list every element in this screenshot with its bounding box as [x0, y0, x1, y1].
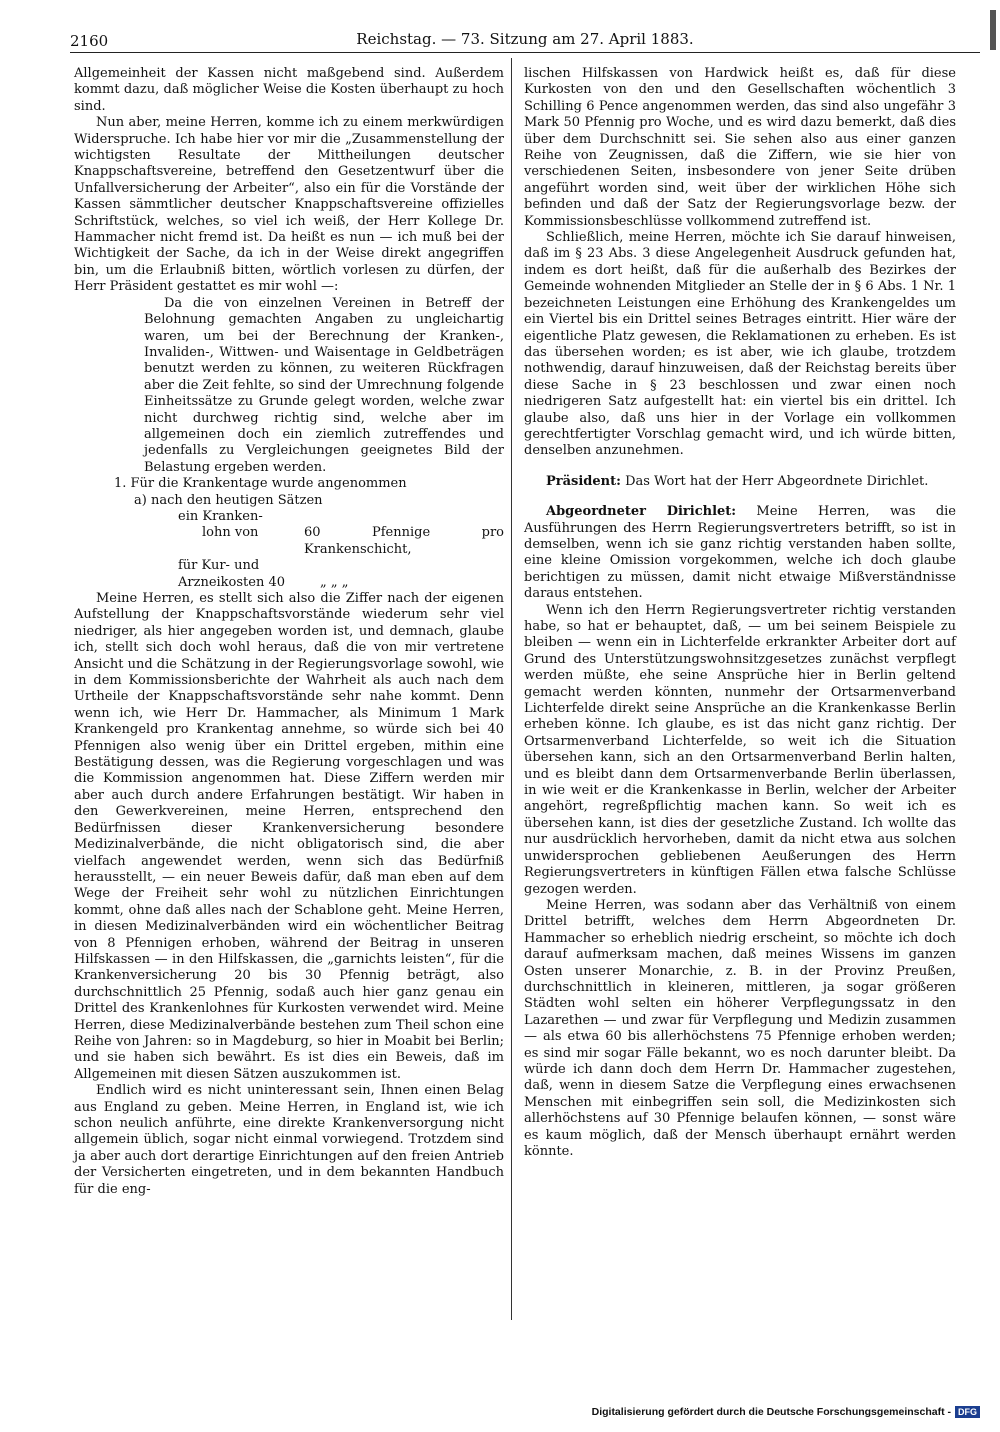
list-item: ein Kranken-: [178, 508, 263, 524]
left-column: [74, 66, 504, 1198]
page-header: [70, 30, 980, 53]
list-value: 60 Pfennige pro Krankenschicht,: [304, 525, 504, 557]
list-item: [74, 575, 504, 591]
speaker-name: Präsident:: [546, 473, 621, 489]
paragraph: Schließlich, meine Herren, möchte ich Sie darauf hinweisen, daß im § 23 Abs. 3 diese Angelegenheit Ausdruck gefunden hat, indem es dort heißt, daß für die außerhalb des Bezirkes der Gemeinde wohnenden Mitglieder an Stelle der in § 6 Abs. 1 Nr. 1 bezeichneten Leistungen eine Erhöhung des Krankengeldes um ein Viertel bis ein Drittel seines Betrages eintritt. Hier wäre der eigentliche Platz gewesen, die Reklamationen zu erheben. Es ist das übersehen worden; es ist aber, wie ich glaube, trotzdem nothwendig, darauf hinzuweisen, daß der Reichstag bereits über diese Sache in § 23 beschlossen und zwar einen noch niedrigeren Satz aufgestellt hat: ein viertel bis ein drittel. Ich glaube also, daß uns hier in der Vorlage ein vollkommen gerechtfertigter Vorschlag gemacht wird, und ich würde bitten, denselben anzunehmen.: [524, 230, 956, 459]
paragraph: Endlich wird es nicht uninteressant sein, Ihnen einen Belag aus England zu geben. Meine Herren, in England ist, wie ich schon neulich anführte, eine direkte Krankenversorgung nicht allgemein üblich, sogar nicht einmal vorwiegend. Trotzdem sind ja aber auch dort derartige Einrichtungen auf den freien Antrieb der Versicherten eingetreten, und in dem bekannten Handbuch für die eng-: [74, 1083, 504, 1197]
list-label: Arzneikosten 40: [178, 574, 286, 590]
list-item: a) nach den heutigen Sätzen: [134, 492, 323, 508]
speech-text: Das Wort hat der Herr Abgeordnete Dirichlet.: [625, 473, 929, 489]
scan-edge-mark: [990, 10, 996, 50]
paragraph: Allgemeinheit der Kassen nicht maßgebend sind. Außerdem kommt dazu, daß möglicher Weise die Kosten überhaupt zu hoch sind.: [74, 66, 504, 114]
list-item: für Kur- und: [178, 558, 260, 574]
speech-paragraph: [524, 504, 956, 602]
list-value: „ „ „: [320, 574, 349, 590]
paragraph: Wenn ich den Herrn Regierungsvertreter richtig verstanden habe, so hat er behauptet, daß, — um bei seinem Beispiele zu bleiben — wenn ein in Lichterfelde erkrankter Arbeiter dort auf Grund des Unterstützungswohnsitzgesetzes zunächst verpflegt werden müßte, ehe seine Ansprüche hier in Berlin geltend gemacht werden könnten, nunmehr der Ortsarmenverband Lichterfelde direkt seine Ansprüche an die Krankenkasse Berlin erheben könne. Ich glaube, es ist das nicht ganz richtig. Der Ortsarmenverband Lichterfelde, so weit ich die Situation übersehen kann, sich an den Ortsarmenverband Berlin halten, und es bleibt dann dem Ortsarmenverbande Berlin überlassen, in wie weit er die Krankenkasse in Berlin, welcher der Arbeiter angehört, regreßpflichtig machen kann. So weit ich es übersehen kann, ist dies der gesetzliche Zustand. Ich wollte das nur ausdrücklich hervorheben, damit da nicht etwa aus solchen unwidersprochen gebliebenen Aeußerungen des Herrn Regierungsvertreters in künftigen Fällen etwa falsche Schlüsse gezogen werden.: [524, 602, 956, 897]
list-label: lohn von: [202, 525, 259, 541]
column-divider: [511, 58, 512, 1320]
page-number: 2160: [70, 32, 109, 50]
speaker-name: Abgeordneter Dirichlet:: [546, 504, 737, 520]
spacer: [524, 460, 956, 474]
rate-list: [74, 476, 504, 591]
paragraph: lischen Hilfskassen von Hardwick heißt es, daß für diese Kurkosten von den und den Gesellschaften wöchentlich 3 Schilling 6 Pence angenommen werden, das sind also ungefähr 3 Mark 50 Pfennig pro Woche, und es wird dazu bemerkt, daß dies über dem Durchschnitt sei. Sie sehen also aus einer ganzen Reihe von Zeugnissen, daß die Ziffern, wie sie hier von verschiedenen Seiten, insbesondere von jener Seite drüben angeführt worden sind, weit über der wirklichen Höhe sich befinden und daß der Satz der Regierungsvorlage bezw. der Kommissionsbeschlüsse vollkommend zutreffend ist.: [524, 66, 956, 229]
paragraph: Meine Herren, es stellt sich also die Ziffer nach der eigenen Aufstellung der Knappschaftsvorstände wiederum sehr viel niedriger, als hier angegeben worden ist, und demnach, glaube ich, stellt sich doch wohl heraus, daß die von mir vertretene Ansicht und die Schätzung in der Regierungsvorlage sowohl, wie in dem Kommissionsberichte der Wahrheit als auch nach dem Urtheile der Knappschaftsvorstände sehr nahe kommt. Denn wenn ich, wie Herr Dr. Hammacher, als Minimum 1 Mark Krankengeld pro Krankentag annehme, so würde sich bei 40 Pfennigen also wenig über ein Drittel ergeben, mithin eine Bestätigung dessen, was die Regierung vorgeschlagen und was die Kommission angenommen hat. Diese Ziffern werden mir aber auch durch andere Erfahrungen bestätigt. Wir haben in den Gewerkvereinen, meine Herren, entsprechend den Bedürfnissen dieser Krankenversicherung besondere Medizinalverbände, die nicht obligatorisch sind, die aber vielfach angewendet werden, wenn sich das Bedürfniß herausstellt, — ein neuer Beweis dafür, daß man eben auf dem Wege der Freiheit sehr wohl zu nützlichen Einrichtungen kommt, ohne daß alles nach der Schablone geht. Meine Herren, in diesen Medizinalverbänden wird ein wöchentlicher Beitrag von 8 Pfennigen erhoben, während der Beitrag in unseren Hilfskassen — in den Hilfskassen, die „garnichts leisten“, für die Krankenversicherung 20 bis 30 Pfennig beträgt, also durchschnittlich 25 Pfennig, sodaß auch hier ganz genau ein Drittel des Krankenlohnes für Kurkosten verwendet wird. Meine Herren, diese Medizinalverbände bestehen zum Theil schon eine Reihe von Jahren: so in Magdeburg, so hier in Moabit bei Berlin; und sie haben sich bewährt. Es ist dies ein Beweis, daß im Allgemeinen mit diesen Sätzen auszukommen ist.: [74, 591, 504, 1082]
list-item: 1. Für die Krankentage wurde angenommen: [114, 476, 407, 492]
paragraph: Meine Herren, was sodann aber das Verhältniß von einem Drittel betrifft, welches dem Herrn Abgeordneten Dr. Hammacher so erheblich niedrig erscheint, so möchte ich doch darauf aufmerksam machen, daß meines Wissens im ganzen Osten unserer Monarchie, z. B. in der Provinz Preußen, durchschnittlich in kleineren, mittleren, ja sogar größeren Städten wohl selten ein höherer Verpflegungssatz in den Lazarethen — und zwar für Verpflegung und Medizin zusammen — als etwa 60 bis allerhöchstens 75 Pfennige erhoben werden; es sind mir sogar Fälle bekannt, wo es noch darunter bleibt. Da würde ich dann doch dem Herrn Dr. Hammacher zugestehen, daß, wenn in diesem Satze die Verpflegung eines erwachsenen Menschen mit einbegriffen sein soll, die Medizinkosten sich allerhöchstens auf 30 Pfennige belaufen können, — sonst wäre es kaum möglich, daß der Mensch überhaupt ernährt werden könnte.: [524, 897, 956, 1159]
block-quote: Da die von einzelnen Vereinen in Betreff der Belohnung gemachten Angaben zu ungleichartig waren, um bei der Berechnung der Kranken-, Invaliden-, Wittwen- und Waisentage in Geldbeträgen benutzt werden zu können, zu weiteren Rückfragen aber die Zeit fehlte, so sind der Umrechnung folgende Einheitssätze zu Grunde gelegt worden, welche zwar nicht durchweg richtig sind, welche aber im allgemeinen doch ein ziemlich zutreffendes und jedenfalls zu Vergleichungen geeignetes Bild der Belastung ergeben werden.: [144, 295, 504, 475]
speech-paragraph: [524, 474, 956, 490]
dfg-logo: DFG: [955, 1406, 980, 1418]
footer-credit: [592, 1406, 980, 1418]
funding-credit: Digitalisierung gefördert durch die Deutsche Forschungsgemeinschaft -: [591, 1406, 951, 1418]
spacer: [524, 490, 956, 504]
speech-text: Meine Herren, was die Ausführungen des Herrn Regierungsvertreters betrifft, so ist in demselben, wenn ich sie ganz richtig verstanden haben sollte, eine kleine Omission vorgekommen, welche ich doch glaube berichtigen zu müssen, damit nicht etwaige Mißverständnisse daraus entstehen.: [524, 504, 956, 602]
running-title: Reichstag. — 73. Sitzung am 27. April 1883.: [356, 30, 694, 48]
paragraph: Nun aber, meine Herren, komme ich zu einem merkwürdigen Widerspruche. Ich habe hier vor mir die „Zusammenstellung der wichtigsten Resultate der Mittheilungen deutscher Knappschaftsvereine, betreffend den Gesetzentwurf über die Unfallversicherung der Arbeiter“, also ein für die Vorstände der Kassen sämmtlicher deutscher Knappschaftsvereine offizielles Schriftstück, welches, so viel ich weiß, der Herr Kollege Dr. Hammacher nicht fremd ist. Da heißt es nun — ich muß bei der Wichtigkeit der Sache, da ich in der Weise direkt angegriffen bin, um die Erlaubniß bitten, wörtlich vorlesen zu dürfen, der Herr Präsident gestattet es mir wohl —:: [74, 115, 504, 295]
list-item: [74, 525, 504, 558]
right-column: [524, 66, 956, 1160]
